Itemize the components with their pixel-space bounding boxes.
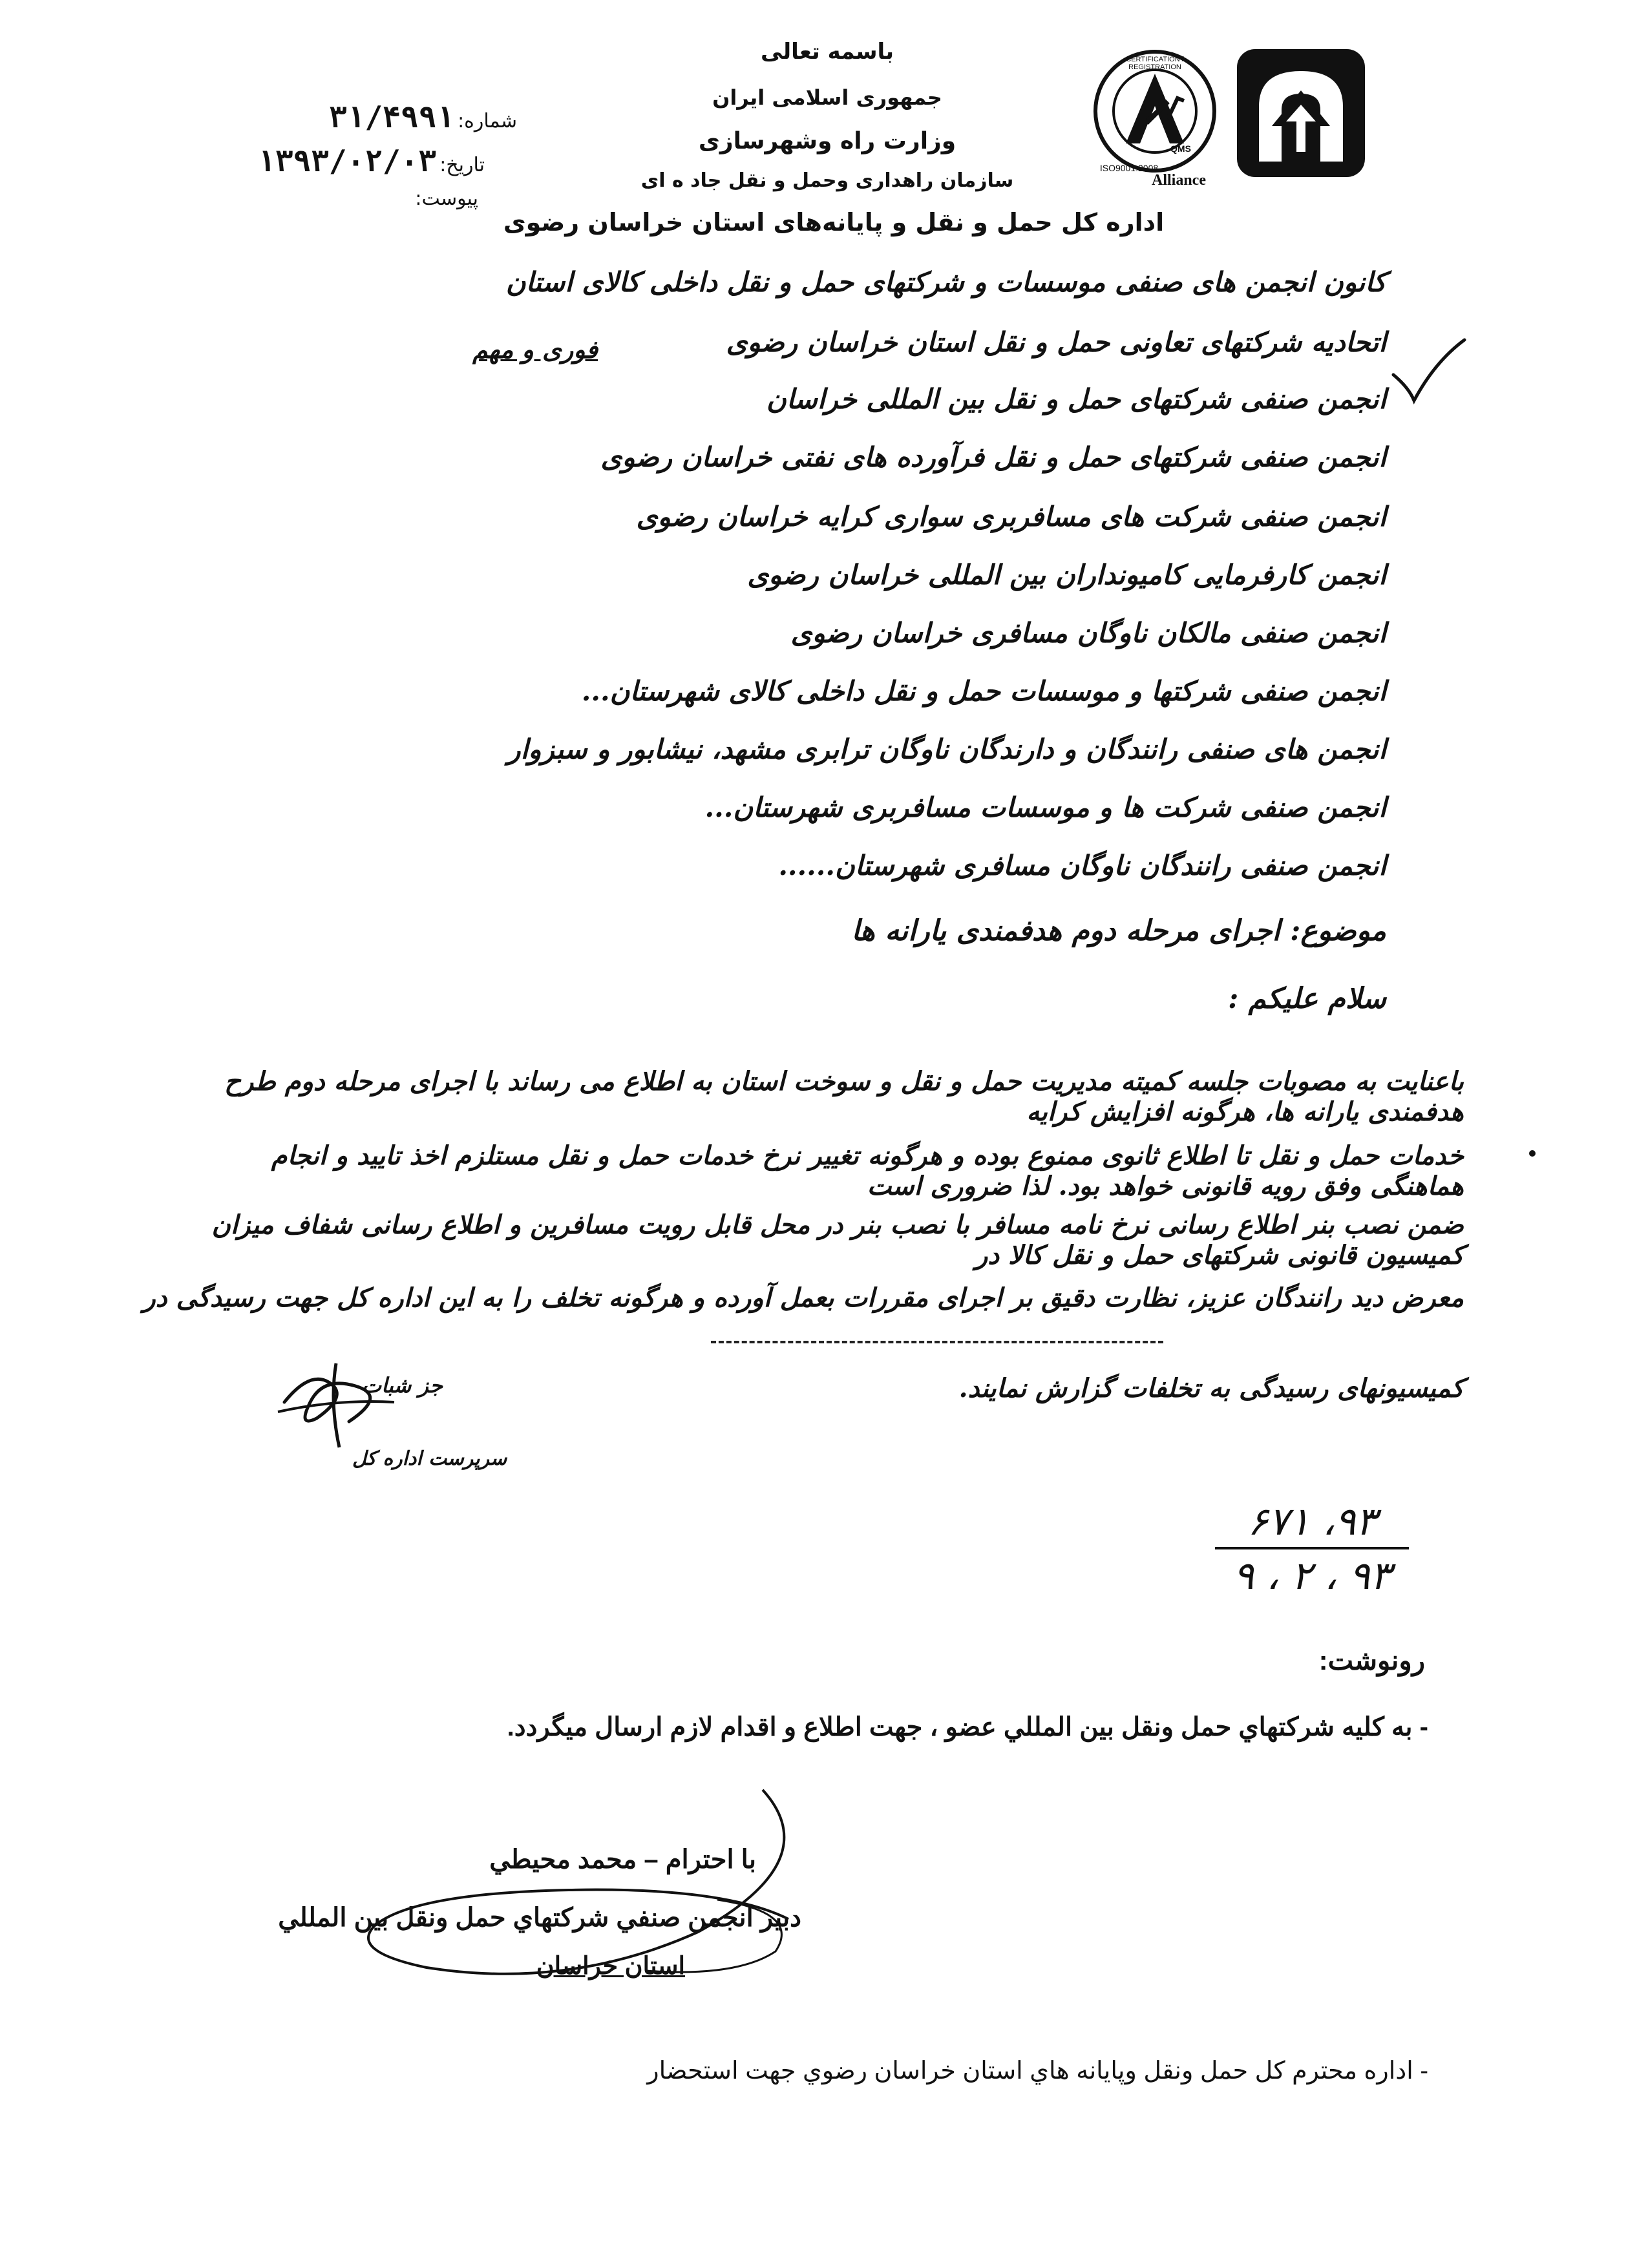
recipient-item: انجمن صنفی شرکتهای حمل و نقل فرآورده های نفتی خراسان رضوی [600, 441, 1386, 473]
road-arrow-emblem-icon [1233, 45, 1369, 181]
recipient-item: انجمن صنفی شرکت ها و موسسات مسافربری شهرستان... [704, 792, 1386, 823]
letter-subject: موضوع: اجرای مرحله دوم هدفمندی یارانه ها [851, 914, 1386, 947]
letter-number [317, 100, 517, 134]
cert-top-text: CERTIFICATION / REGISTRATION [1126, 56, 1184, 71]
sender-regards: با احترام – محمد محيطي [489, 1845, 756, 1874]
body-line: باعنایت به مصوبات جلسه کمیته مدیریت حمل و نقل و سوخت استان به اطلاع می رساند با اجرای مرحله دوم طرح هدفمندی یارانه ها، هرگونه افزایش کرایه [224, 1066, 1464, 1127]
signature-note: جز شبات [362, 1373, 443, 1398]
letter-date [257, 143, 485, 178]
recipient-item: اتحادیه شرکتهای تعاونی حمل و نقل استان خراسان رضوی [726, 326, 1386, 358]
date-label: تاریخ: [439, 154, 485, 176]
recipient-item: انجمن کارفرمایی کامیونداران بین المللی خراسان رضوی [747, 559, 1386, 591]
recipient-item: انجمن صنفی شرکتها و موسسات حمل و نقل داخلی کالای شهرستان... [581, 675, 1386, 707]
number-value: ۳۱/۴۹۹۱ [329, 100, 454, 134]
receipt-date: ۹۳ ، ۲ ، ۹ [1233, 1553, 1391, 1599]
cert-iso-text: ISO9001:2008 [1099, 163, 1159, 173]
copy-line-1: - به كليه شركتهاي حمل ونقل بين المللي عضو ، جهت اطلاع و اقدام لازم ارسال ميگردد. [507, 1713, 1428, 1741]
recipient-item: انجمن صنفی رانندگان ناوگان مسافری شهرستان...... [778, 850, 1386, 881]
attachment-label: پیوست: [415, 187, 478, 210]
receipt-number: ۹۳، ۶۷۱ [1247, 1499, 1377, 1544]
header-department: اداره کل حمل و نقل و پایانه‌های استان خراسان رضوی [503, 208, 1165, 236]
urgency-note: فوری و مهم [472, 335, 598, 364]
header-organization: سازمان راهداری وحمل و نقل جاد ه ای [640, 169, 1014, 192]
body-line: معرض دید رانندگان عزیز، نظارت دقیق بر اجرای مقررات بعمل آورده و هرگونه تخلف را به این اداره کل جهت رسیدگی در [143, 1283, 1464, 1313]
body-line: کمیسیونهای رسیدگی به تخلفات گزارش نمایند. [958, 1373, 1464, 1403]
header-basmala: باسمه تعالی [760, 39, 894, 65]
handwritten-signature [259, 1357, 407, 1456]
copy-title: رونوشت: [1318, 1645, 1425, 1675]
letter-attachment [401, 187, 478, 210]
header-ministry: وزارت راه وشهرسازی [698, 128, 956, 154]
ministry-emblem-logo [1233, 45, 1369, 181]
recipient-item: کانون انجمن های صنفی موسسات و شرکتهای حمل و نقل داخلی کالای استان [505, 266, 1386, 298]
cert-name-text: Alliance [1152, 172, 1206, 189]
cert-qms-text: QMS [1170, 143, 1191, 154]
signature-title: سرپرست اداره کل [352, 1447, 507, 1470]
iso-certification-logo [1087, 47, 1223, 189]
number-label: شماره: [458, 110, 517, 132]
check-mark-icon [1389, 336, 1467, 410]
body-line: خدمات حمل و نقل تا اطلاع ثانوی ممنوع بوده و هرگونه تغییر نرخ خدمات حمل و نقل مستلزم اخذ تایید و انجام هماهنگی وفق رویه قانونی خواهد بود. لذا ضروری است [271, 1140, 1464, 1201]
recipient-item: انجمن های صنفی رانندگان و دارندگان ناوگان ترابری مشهد، نیشابور و سبزوار [507, 733, 1386, 765]
date-value: ۱۳۹۳/۰۲/۰۳ [257, 143, 437, 178]
dashed-line-mark [711, 1341, 1163, 1343]
receipt-divider [1215, 1547, 1409, 1549]
recipient-item: انجمن صنفی شرکتهای حمل و نقل بین المللی خراسان [766, 383, 1386, 415]
sender-organization: دبير انجمن صنفي شركتهاي حمل ونقل بين المللي [278, 1904, 801, 1932]
recipient-item: انجمن صنفی شرکت های مسافربری سواری کرایه خراسان رضوی [636, 501, 1386, 532]
receipt-note [1215, 1499, 1409, 1599]
sender-signature-oval [336, 1783, 827, 1993]
body-line: ضمن نصب بنر اطلاع رسانی نرخ نامه مسافر با نصب بنر در محل قابل رویت مسافرین و اطلاع رسانی شفاف میزان کمیسیون قانونی شرکتهای حمل و نقل کالا در [211, 1210, 1464, 1270]
margin-dot [1529, 1150, 1536, 1157]
sender-province: استان خراسان [536, 1953, 685, 1980]
letter-salutation: سلام علیکم : [1228, 982, 1386, 1015]
copy-line-2: - اداره محترم كل حمل ونقل وپايانه هاي استان خراسان رضوي جهت استحضار [647, 2057, 1428, 2084]
recipient-item: انجمن صنفی مالکان ناوگان مسافری خراسان رضوی [790, 617, 1386, 649]
header-country: جمهوری اسلامی ایران [712, 85, 942, 110]
